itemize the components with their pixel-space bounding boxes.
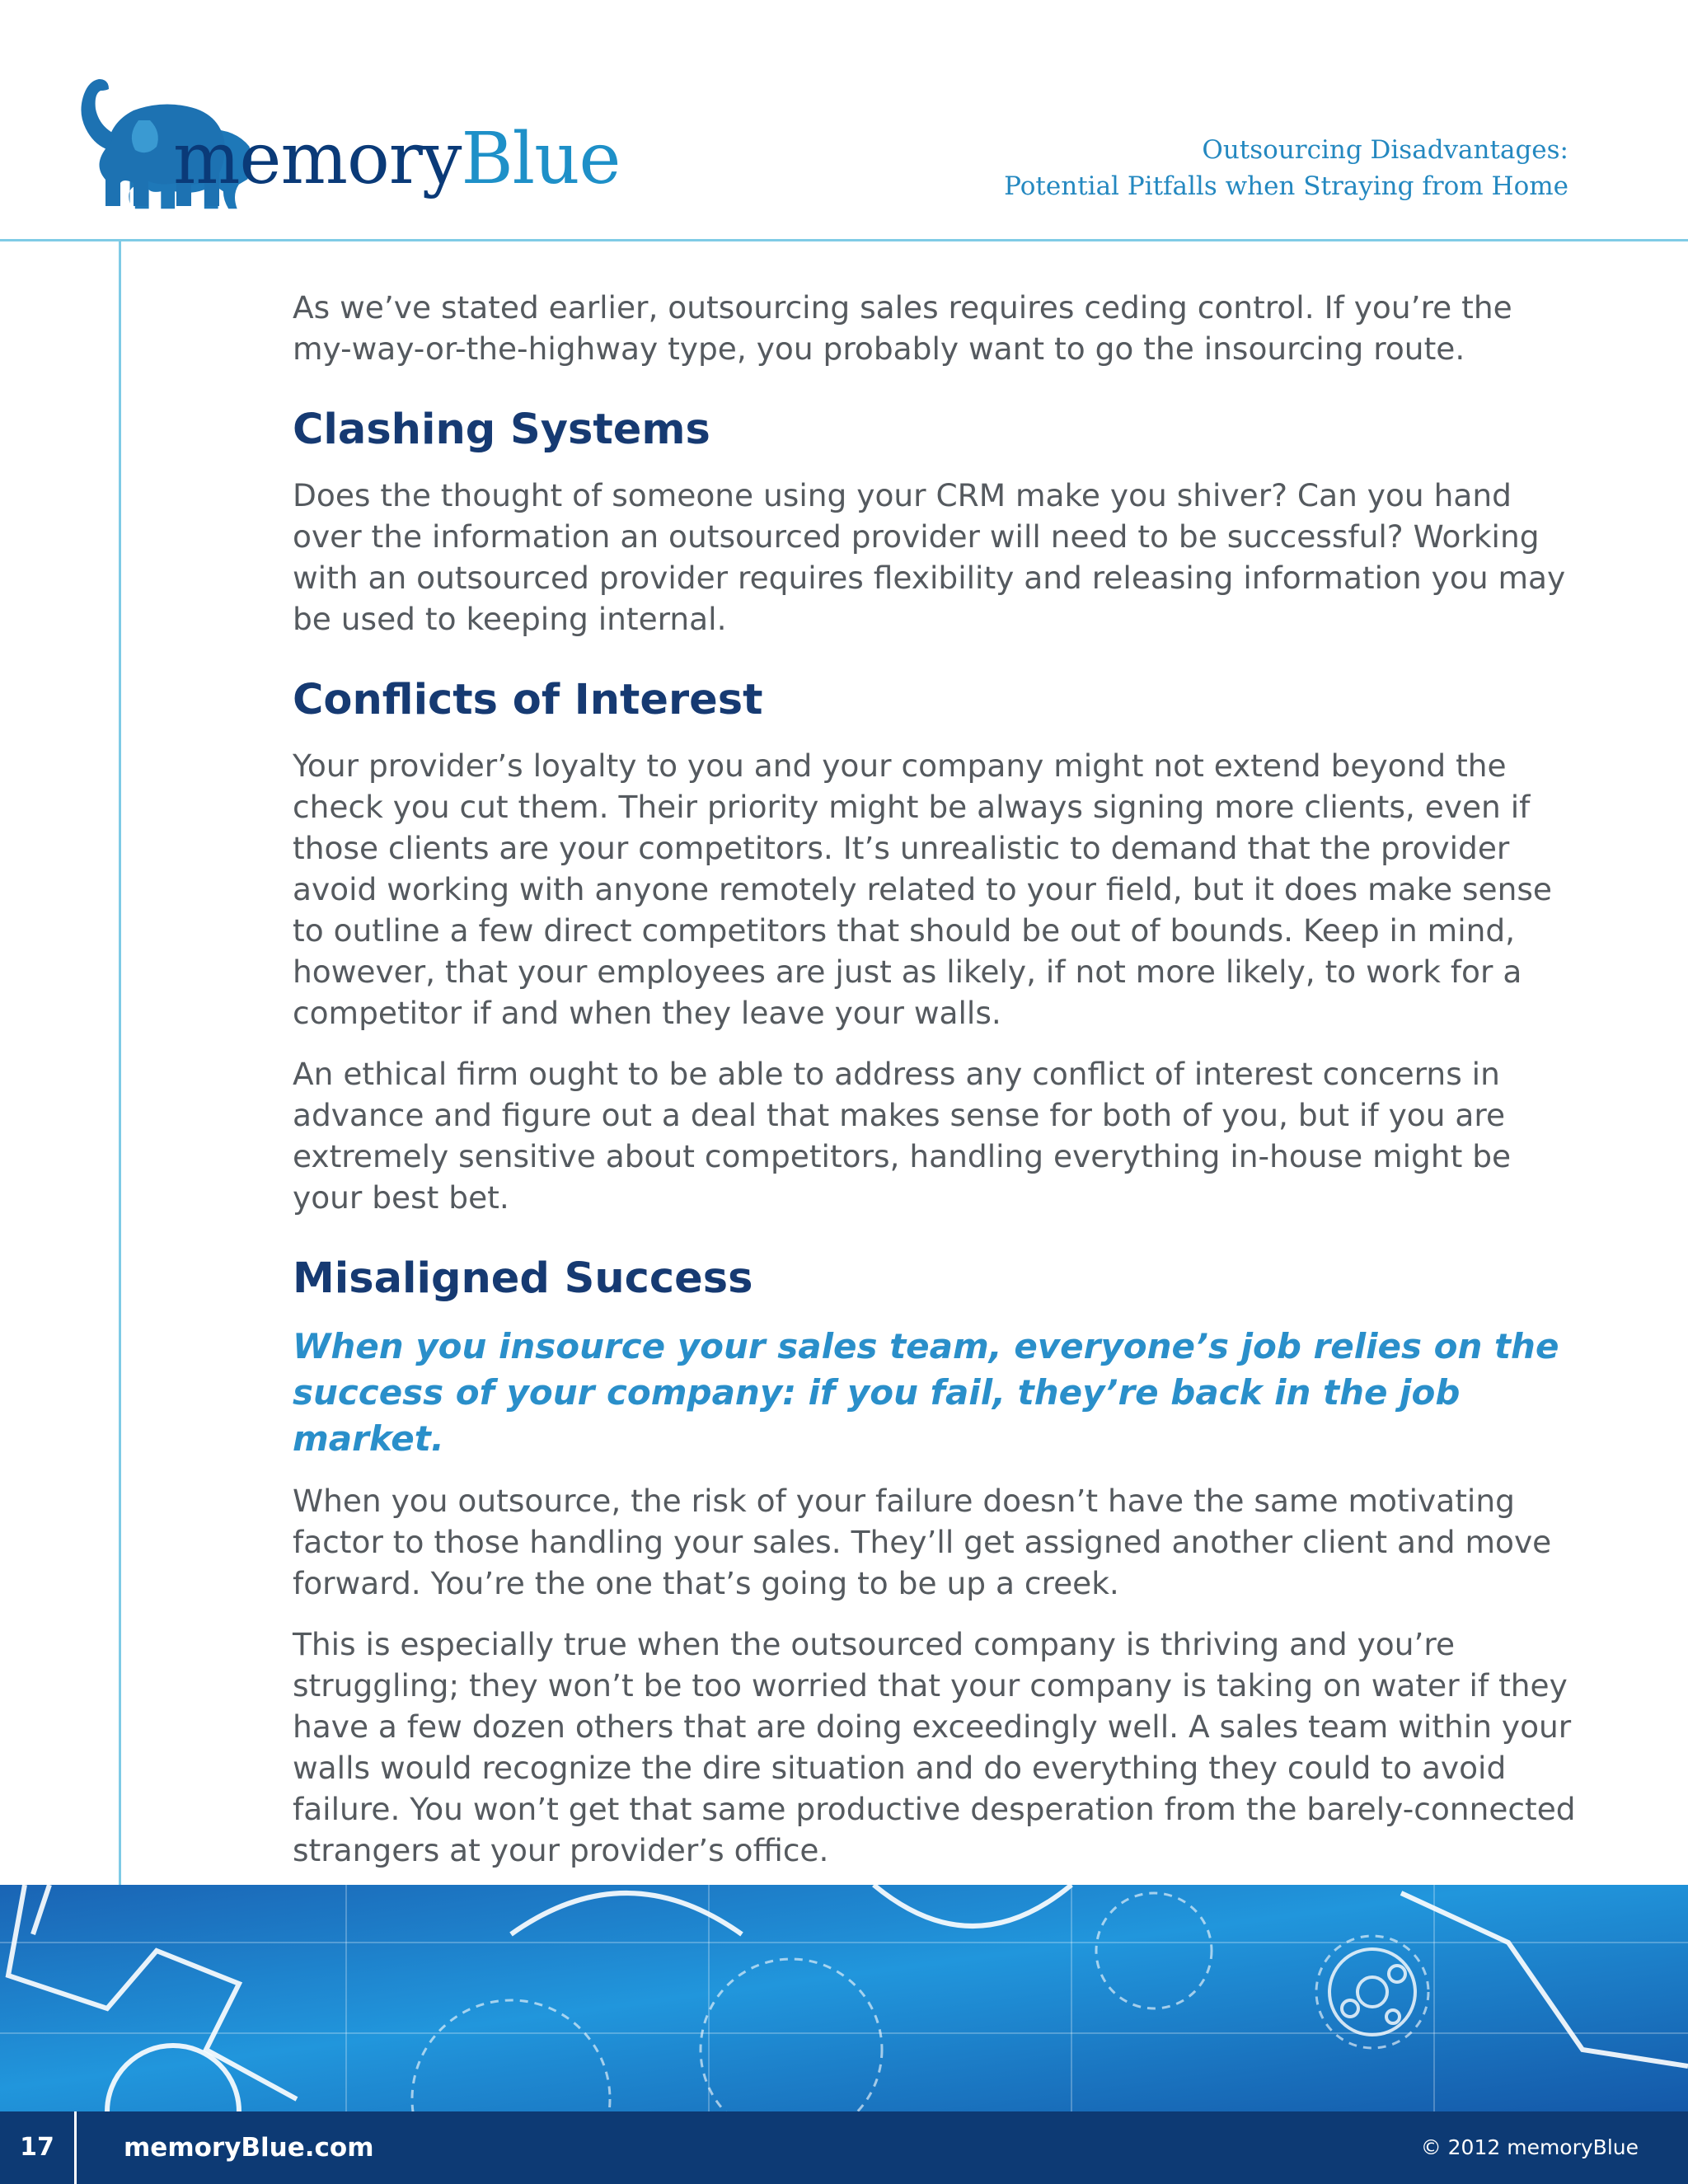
heading-misaligned-success: Misaligned Success <box>293 1254 753 1303</box>
document-title <box>1004 132 1568 204</box>
footer-divider <box>74 2111 77 2184</box>
page-number: 17 <box>20 2133 54 2162</box>
paragraph: When you outsource, the risk of your failure doesn’t have the same motivating factor to those handling your sales. They’ll get assigned another client and move forward. You’re the one that’s going to be up a creek. <box>293 1483 1552 1601</box>
page-header <box>0 0 1688 239</box>
page-footer <box>0 2111 1688 2184</box>
logo-wordmark <box>173 118 621 200</box>
paragraph: Does the thought of someone using your CRM make you shiver? Can you hand over the information an outsourced provider will need to be successful? Working with an outsourced provider requires flexibility and releasing information you may be used to keeping internal. <box>293 477 1566 637</box>
margin-rule <box>119 239 121 1896</box>
paragraph: This is especially true when the outsourced company is thriving and you’re struggling; they won’t be too worried that your company is taking on water if they have a few dozen others that are doing exceedingly well. A sales team within your walls would recognize the dire situation and do everything they could to avoid failure. You won’t get that same productive desperation from the barely-connected strangers at your provider’s office. <box>293 1626 1576 1868</box>
gear-banner <box>0 1885 1688 2111</box>
document-title-line1: Outsourcing Disadvantages: <box>1202 135 1568 165</box>
pull-quote: When you insource your sales team, everyone’s job relies on the success of your company: if you fail, they’re back in the job market. <box>293 1326 1559 1459</box>
gears-illustration <box>0 1885 1688 2111</box>
logo-word-memory: memory <box>173 118 462 200</box>
copyright-notice: © 2012 memoryBlue <box>1420 2135 1639 2159</box>
main-content <box>293 287 1578 1891</box>
heading-conflicts-of-interest: Conflicts of Interest <box>293 676 763 724</box>
paragraph: An ethical firm ought to be able to address any conflict of interest concerns in advance and figure out a deal that makes sense for both of you, but if you are extremely sensitive about competitors, handling everything in-house might be your best bet. <box>293 1056 1512 1216</box>
intro-paragraph: As we’ve stated earlier, outsourcing sales requires ceding control. If you’re the my-way-or-the-highway type, you probably want to go the insourcing route. <box>293 289 1512 367</box>
paragraph: Your provider’s loyalty to you and your company might not extend beyond the check you cut them. Their priority might be always signing more clients, even if those clients are your competitors. It’s unrealistic to demand that the provider avoid working with anyone remotely related to your field, but it does make sense to outline a few direct competitors that should be out of bounds. Keep in mind, however, that your employees are just as likely, if not more likely, to work for a competitor if and when they leave your walls. <box>293 748 1552 1031</box>
logo-word-blue: Blue <box>461 118 621 200</box>
document-title-line2: Potential Pitfalls when Straying from Home <box>1004 171 1568 201</box>
website-link[interactable]: memoryBlue.com <box>124 2133 374 2163</box>
heading-clashing-systems: Clashing Systems <box>293 405 710 454</box>
header-divider <box>0 239 1688 241</box>
